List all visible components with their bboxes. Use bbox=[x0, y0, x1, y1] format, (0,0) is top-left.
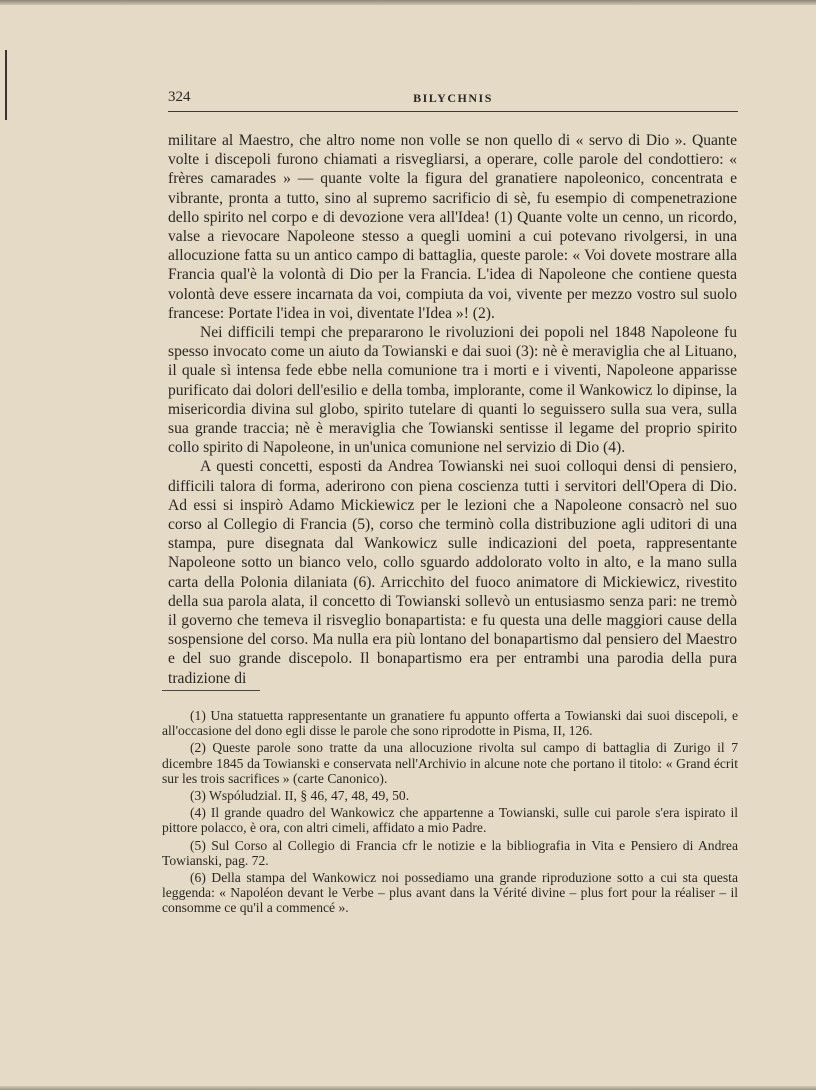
footnote: (1) Una statuetta rappresentante un granatiere fu appunto offerta a Towianski dai suoi discepoli, e all'occasione del dono egli disse le parole che sono riprodotte in Pisma, II, 126. bbox=[162, 708, 738, 739]
paragraph: militare al Maestro, che altro nome non volle se non quello di « servo di Dio ». Quante volte i discepoli furono chiamati a risvegliarsi, a operare, colle parole del condottiero: « frères camarades » — quante volte la figura del granatiere napoleonico, concentrata e vibrante, pronta a tutto, sino al supremo sacrificio di sè, fu esempio di compenetrazione dello spirito nel corpo e di devozione vera all'Idea! (1) Quante volte un cenno, un ricordo, valse a rievocare Napoleone stesso a quegli uomini a cui potevano rivolgersi, in una allocuzione fatta su un antico campo di battaglia, queste parole: « Voi dovete mostrare alla Francia qual'è la volontà di Dio per la Francia. L'idea di Napoleone che contiene questa volontà deve essere incarnata da voi, compiuta da voi, vivente per mezzo vostro sul suolo francese: Portate l'idea in voi, diventate l'Idea »! (2). bbox=[168, 132, 737, 322]
footnote: (3) Wspóludzial. II, § 46, 47, 48, 49, 50. bbox=[190, 788, 410, 804]
page-header bbox=[168, 89, 738, 112]
page-number: 324 bbox=[168, 89, 191, 105]
footnote: (6) Della stampa del Wankowicz noi possediamo una grande riproduzione sotto a cui sta questa leggenda: « Napoléon devant le Verbe – plus avant dans la Vérité divine – plus fort pour la réaliser – il consomme ce qu'il a commencé ». bbox=[162, 870, 738, 916]
paragraph: A questi concetti, esposti da Andrea Towianski nei suoi colloqui densi di pensiero, difficili talora di forma, aderirono con piena coscienza tutti i servitori dell'Opera di Dio. Ad essi si inspirò Adamo Mickiewicz per le lezioni che a Napoleone consacrò nel suo corso al Collegio di Francia (5), corso che terminò colla distribuzione agli uditori di una stampa, pure disegnata dal Wankowicz sulle indicazioni del poeta, rappresentante Napoleone sotto un bianco velo, collo sguardo addolorato volto in alto, e la mano sulla carta della Polonia dilaniata (6). Arricchito del fuoco animatore di Mickiewicz, rivestito della sua parola alata, il concetto di Towianski sollevò un entusiasmo senza pari: ne tremò il governo che temeva il risveglio bonapartista: e fu questa una delle maggiori cause della sospensione del corso. Ma nulla era più lontano del bonapartismo dal pensiero del Maestro e del suo grande discepolo. Il bonapartismo era per entrambi una parodia della pura tradizione di bbox=[168, 458, 737, 687]
main-text bbox=[168, 131, 737, 688]
footnote: (4) Il grande quadro del Wankowicz che appartenne a Towianski, sulle cui parole s'era ispirato il pittore polacco, è ora, con altri cimeli, affidato a mio Padre. bbox=[162, 805, 738, 836]
page-top-edge bbox=[0, 0, 816, 5]
running-title: BILYCHNIS bbox=[413, 91, 493, 105]
paragraph: Nei difficili tempi che prepararono le rivoluzioni dei popoli nel 1848 Napoleone fu spesso invocato come un aiuto da Towianski e dai suoi (3): nè è meraviglia che al Lituano, il quale sì intensa fede ebbe nella comunione tra i morti e i viventi, Napoleone apparisse purificato dai dolori dell'esilio e della tomba, implorante, come il Wankowicz lo dipinse, la misericordia divina sul globo, spirito tutelare di quanti lo seguissero sulla sua vera, sulla sua grande traccia; nè è meraviglia che Towianski sentisse il legame del proprio spirito collo spirito di Napoleone, in un'unica comunione nel servizio di Dio (4). bbox=[168, 324, 737, 457]
footnote: (2) Queste parole sono tratte da una allocuzione rivolta sul campo di battaglia di Zurigo il 7 dicembre 1845 da Towianski e conservata nell'Archivio in alcune note che portano il titolo: « Grand écrit sur les trois sacrifices » (carte Canonico). bbox=[162, 740, 738, 786]
footnote-divider bbox=[162, 690, 260, 691]
margin-mark bbox=[5, 50, 7, 120]
page-bottom-edge bbox=[0, 1086, 816, 1090]
footnote: (5) Sul Corso al Collegio di Francia cfr le notizie e la bibliografia in Vita e Pensiero di Andrea Towianski, pag. 72. bbox=[162, 837, 738, 868]
footnotes bbox=[162, 708, 738, 918]
